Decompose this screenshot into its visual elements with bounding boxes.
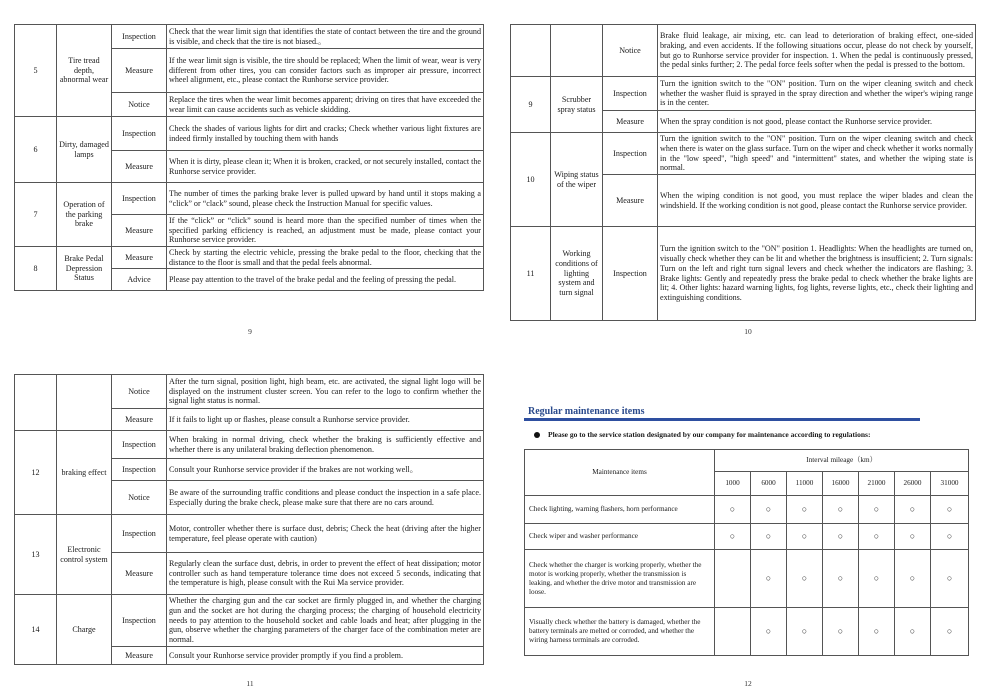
check-type: Measure (112, 247, 167, 269)
interval-mileage-header: Interval mileage（km） (715, 450, 969, 472)
row-number: 12 (15, 431, 57, 515)
interval-mark: ○ (895, 524, 931, 550)
interval-mark: ○ (859, 496, 895, 524)
interval-mark: ○ (751, 496, 787, 524)
check-type: Inspection (603, 227, 658, 321)
table-row (15, 247, 484, 269)
maintenance-note-text: Please go to the service station designated by our company for maintenance according to regulations: (548, 430, 871, 439)
item-name: Electronic control system (57, 515, 112, 595)
check-type: Measure (112, 647, 167, 665)
check-description: When the wiping condition is not good, you must replace the wiper blades and clean the windshield. If the working condition is not good, please contact the Runhorse service provider. (658, 175, 976, 227)
check-description: The number of times the parking brake lever is pulled upward by hand until it stops making a “click” or “clack” sound, please check the Instruction Manual for specific values. (167, 183, 484, 215)
maintenance-items-header: Maintenance items (525, 450, 715, 496)
item-name: Charge (57, 595, 112, 665)
check-type: Notice (112, 481, 167, 515)
interval-mark: ○ (823, 524, 859, 550)
interval-mark: ○ (715, 524, 751, 550)
row-number: 11 (511, 227, 551, 321)
check-description: After the turn signal, position light, high beam, etc. are activated, the signal light logo will be displayed on the instrument cluster screen. You can refer to the logo to confirm whether the signal light status is normal. (167, 375, 484, 409)
maintenance-item: Check wiper and washer performance (525, 524, 715, 550)
maintenance-table (524, 449, 969, 656)
item-name (551, 25, 603, 77)
inspection-table-page-11 (14, 374, 484, 665)
table-row (525, 496, 969, 524)
check-type: Notice (112, 375, 167, 409)
check-description: If it fails to light up or flashes, please consult a Runhorse service provider. (167, 409, 484, 431)
check-type: Measure (112, 49, 167, 93)
item-name: braking effect (57, 431, 112, 515)
table-row (15, 515, 484, 553)
row-number (511, 25, 551, 77)
page-11 (14, 374, 484, 665)
row-number: 7 (15, 183, 57, 247)
check-description: If the “click” or “click” sound is heard more than the specified number of times when the specified parking efficiency is reached, an adjustment must be made, please contact your Runhorse service provider. (167, 215, 484, 247)
check-type: Inspection (112, 117, 167, 151)
interval-mark (715, 550, 751, 608)
interval-mark: ○ (931, 550, 969, 608)
page-9 (14, 24, 484, 291)
page-10 (510, 24, 976, 321)
mileage-cell: 26000 (895, 472, 931, 496)
bullet-icon (534, 432, 540, 438)
row-number: 13 (15, 515, 57, 595)
item-name: Scrubber spray status (551, 77, 603, 133)
check-type: Advice (112, 269, 167, 291)
check-description: Brake fluid leakage, air mixing, etc. can lead to deterioration of braking effect, one-sided braking, and even accidents. If the following situations occur, please do not check by yourself, but go to Runhorse service provider for inspection. 1. When the pedal is continuously pressed, the pedal sinks further; 2. The pedal force feels softer when the pedal is pressed to the bottom. (658, 25, 976, 77)
interval-mark: ○ (895, 496, 931, 524)
interval-mark: ○ (895, 608, 931, 656)
check-description: Consult your Runhorse service provider promptly if you find a problem. (167, 647, 484, 665)
check-description: When it is dirty, please clean it; When it is broken, cracked, or not securely installed, contact the Runhorse service provider. (167, 151, 484, 183)
row-number: 5 (15, 25, 57, 117)
title-underline (524, 418, 920, 421)
check-type: Measure (112, 409, 167, 431)
check-description: Turn the ignition switch to the "ON" position. Turn on the wiper cleaning switch and check whether the washer fluid is sprayed in the spray direction and whether the wiper's wiping range is in the center. (658, 77, 976, 111)
check-description: Turn the ignition switch to the "ON" position. Turn on the wiper cleaning switch and check when there is water on the glass surface. Turn on the wiper and check whether it works normally in the "low speed", "high speed" and "intermittent" states, and whether the wiping state is normal. (658, 133, 976, 175)
mileage-cell: 31000 (931, 472, 969, 496)
maintenance-item: Visually check whether the battery is damaged, whether the battery terminals are melted or corroded, and whether the wiring harness terminals are corroded. (525, 608, 715, 656)
interval-mark: ○ (859, 550, 895, 608)
check-description: Please pay attention to the travel of the brake pedal and the feeling of pressing the pedal. (167, 269, 484, 291)
item-name: Operation of the parking brake (57, 183, 112, 247)
check-description: Motor, controller whether there is surface dust, debris; Check the heat (driving after the higher temperature, feel please operate with caution) (167, 515, 484, 553)
maintenance-note (534, 430, 870, 439)
maintenance-item: Check whether the charger is working properly, whether the motor is working properly, whether the transmission is leaking, and whether the drive motor and transmission are loose. (525, 550, 715, 608)
table-row (15, 25, 484, 49)
table-row (525, 524, 969, 550)
table-row (525, 608, 969, 656)
interval-mark: ○ (859, 524, 895, 550)
interval-mark: ○ (895, 550, 931, 608)
header-row (525, 450, 969, 472)
item-name: Tire tread depth, abnormal wear (57, 25, 112, 117)
check-type: Measure (112, 151, 167, 183)
check-type: Inspection (603, 77, 658, 111)
interval-mark: ○ (859, 608, 895, 656)
inspection-table-page-9 (14, 24, 484, 291)
check-description: If the wear limit sign is visible, the tire should be replaced; When the limit of wear, wear is very different from other tires, you can consider factors such as improper air pressure, incorrect wheel alignment, etc., please contact the Runhorse service provider. (167, 49, 484, 93)
row-number: 14 (15, 595, 57, 665)
interval-mark: ○ (751, 524, 787, 550)
mileage-cell: 1000 (715, 472, 751, 496)
maintenance-item: Check lighting, warning flashers, horn performance (525, 496, 715, 524)
row-number (15, 375, 57, 431)
interval-mark: ○ (787, 608, 823, 656)
page-number: 10 (744, 327, 752, 336)
item-name (57, 375, 112, 431)
item-name: Brake Pedal Depression Status (57, 247, 112, 291)
check-description: When braking in normal driving, check whether the braking is sufficiently effective and whether there is any unilateral braking deflection phenomenon. (167, 431, 484, 459)
interval-mark: ○ (787, 524, 823, 550)
maintenance-title: Regular maintenance items (528, 406, 645, 417)
check-description: Regularly clean the surface dust, debris, in order to prevent the effect of heat dissipation; motor controller such as hand temperature tolerance time does not exceed 5 seconds, indicating that the temperature is high, please consult with the Rui Ma service provider. (167, 553, 484, 595)
page-number: 11 (246, 679, 254, 688)
table-row (15, 375, 484, 409)
interval-mark: ○ (823, 608, 859, 656)
check-type: Measure (112, 553, 167, 595)
check-type: Inspection (112, 183, 167, 215)
row-number: 8 (15, 247, 57, 291)
check-description: Turn the ignition switch to the "ON" position 1. Headlights: When the headlights are turned on, visually check whether they can be lit and whether the brightness is insufficient; 2. Turn signals: Turn on the left and right turn signal levers and check whether the indicators are flashing; 3. Brake lights: Gently and repeatedly press the brake pedal to check whether the brake lights are lit; 4. Other lights: hazard warning lights, fog lights, reverse lights, etc., check their lighting and extinguishing conditions. (658, 227, 976, 321)
page-number: 9 (248, 327, 252, 336)
check-description: Check that the wear limit sign that identifies the state of contact between the tire and the ground is visible, and check that the tire is not biased.。 (167, 25, 484, 49)
interval-mark: ○ (751, 550, 787, 608)
check-type: Notice (112, 93, 167, 117)
interval-mark: ○ (931, 524, 969, 550)
mileage-cell: 11000 (787, 472, 823, 496)
mileage-cell: 16000 (823, 472, 859, 496)
check-description: Whether the charging gun and the car socket are firmly plugged in, and whether the charging gun and the socket are hot during the charging process; the charging of household electricity needs to pay attention to the household socket and cable loads and heat; after plugging in the gun, observe whether the charging parameters of the charger face of the combination meter are normal. (167, 595, 484, 647)
table-row (15, 431, 484, 459)
check-type: Inspection (112, 431, 167, 459)
interval-mark: ○ (787, 550, 823, 608)
check-description: When the spray condition is not good, please contact the Runhorse service provider. (658, 111, 976, 133)
interval-mark: ○ (787, 496, 823, 524)
page-12 (524, 449, 969, 656)
check-description: Replace the tires when the wear limit becomes apparent; driving on tires that have exceeded the wear limit can cause accidents such as vehicle skidding. (167, 93, 484, 117)
interval-mark (715, 608, 751, 656)
mileage-cell: 6000 (751, 472, 787, 496)
check-type: Measure (603, 111, 658, 133)
check-type: Measure (112, 215, 167, 247)
row-number: 9 (511, 77, 551, 133)
interval-mark: ○ (751, 608, 787, 656)
check-type: Inspection (112, 595, 167, 647)
check-type: Inspection (112, 25, 167, 49)
interval-mark: ○ (715, 496, 751, 524)
interval-mark: ○ (931, 608, 969, 656)
item-name: Wiping status of the wiper (551, 133, 603, 227)
inspection-table-page-10 (510, 24, 976, 321)
table-row (511, 227, 976, 321)
check-type: Notice (603, 25, 658, 77)
check-type: Inspection (603, 133, 658, 175)
row-number: 6 (15, 117, 57, 183)
check-type: Measure (603, 175, 658, 227)
check-description: Be aware of the surrounding traffic conditions and please conduct the inspection in a safe place. Especially during the brake check, please make sure that there are no cars around. (167, 481, 484, 515)
table-row (15, 595, 484, 647)
check-description: Check the shades of various lights for dirt and cracks; Check whether various light fixtures are indeed firmly installed by touching them with hands (167, 117, 484, 151)
table-row (15, 117, 484, 151)
row-number: 10 (511, 133, 551, 227)
check-description: Consult your Runhorse service provider if the brakes are not working well。 (167, 459, 484, 481)
mileage-cell: 21000 (859, 472, 895, 496)
item-name: Working conditions of lighting system and turn signal (551, 227, 603, 321)
table-row (525, 550, 969, 608)
page-number: 12 (744, 679, 752, 688)
check-type: Inspection (112, 515, 167, 553)
table-row (511, 133, 976, 175)
interval-mark: ○ (823, 550, 859, 608)
table-row (511, 25, 976, 77)
check-type: Inspection (112, 459, 167, 481)
table-row (511, 77, 976, 111)
interval-mark: ○ (823, 496, 859, 524)
item-name: Dirty, damaged lamps (57, 117, 112, 183)
table-row (15, 183, 484, 215)
interval-mark: ○ (931, 496, 969, 524)
check-description: Check by starting the electric vehicle, pressing the brake pedal to the floor, checking that the distance to the floor is small and that the pedal feels abnormal. (167, 247, 484, 269)
